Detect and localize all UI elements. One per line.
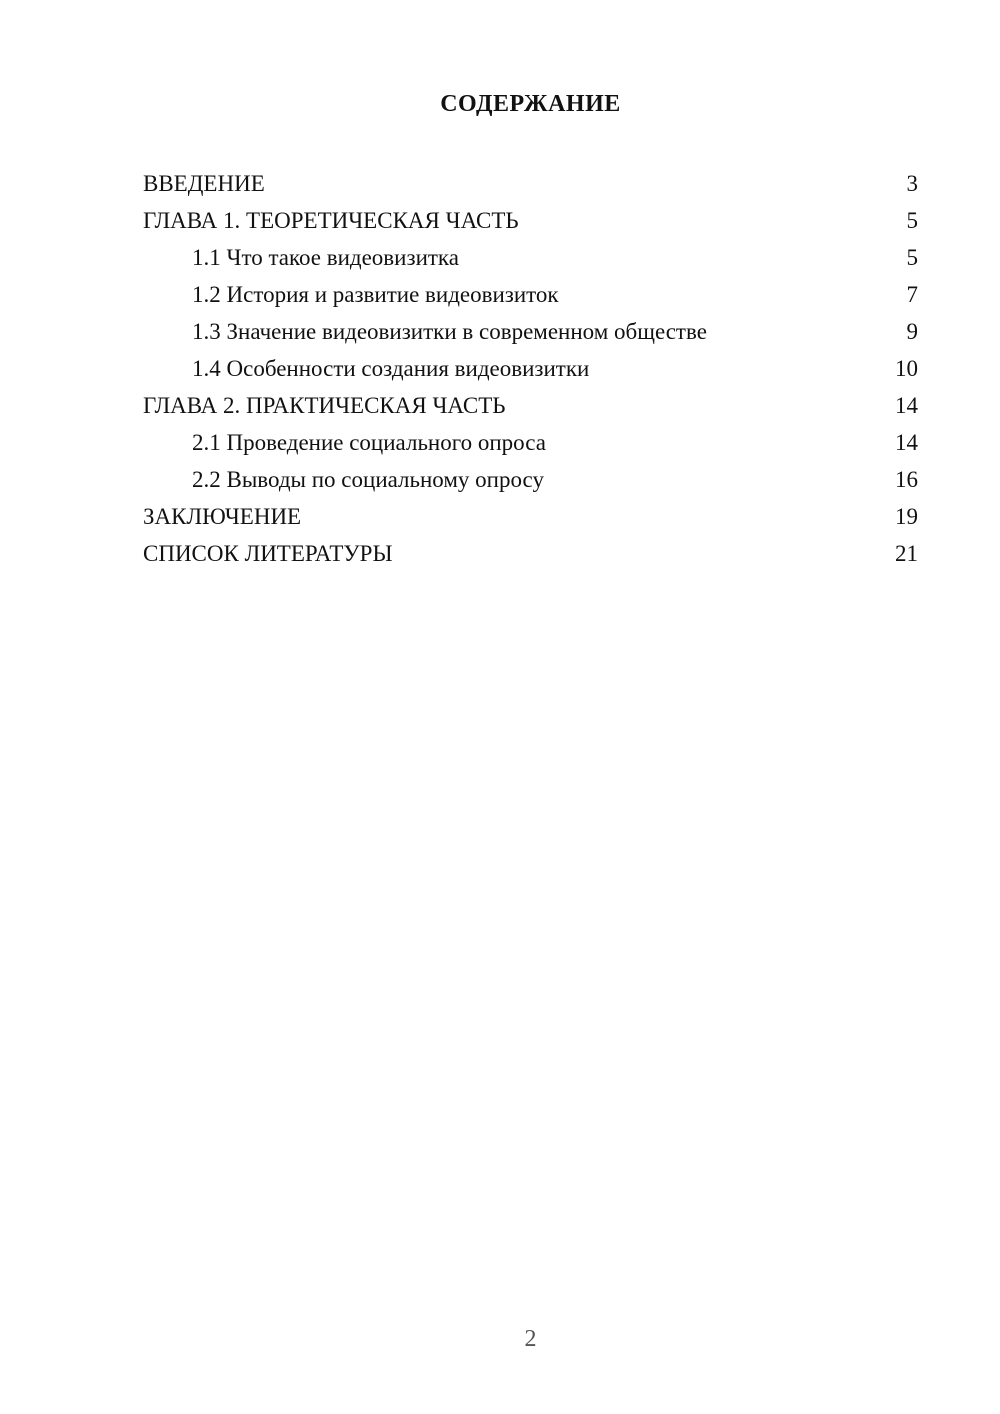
toc-entry-page: 7 bbox=[906, 282, 918, 307]
toc-entry-label: ЗАКЛЮЧЕНИЕ bbox=[143, 504, 302, 529]
toc-entry-label: 1.1 Что такое видеовизитка bbox=[192, 245, 459, 270]
toc-entry-page: 9 bbox=[906, 319, 918, 344]
toc-row bbox=[143, 535, 918, 572]
toc-entry-page: 5 bbox=[906, 245, 918, 270]
toc-entry-page: 10 bbox=[895, 356, 918, 381]
toc-row bbox=[143, 350, 918, 387]
toc-entry-page: 14 bbox=[895, 393, 918, 418]
toc-entry-label: 2.2 Выводы по социальному опросу bbox=[192, 467, 544, 492]
toc-entry-label: ГЛАВА 2. ПРАКТИЧЕСКАЯ ЧАСТЬ bbox=[143, 393, 506, 418]
toc-entry-label: ВВЕДЕНИЕ bbox=[143, 171, 265, 196]
toc-entry-page: 14 bbox=[895, 430, 918, 455]
footer-page-number: 2 bbox=[524, 1326, 537, 1352]
toc-row bbox=[143, 276, 918, 313]
page-title: СОДЕРЖАНИЕ bbox=[440, 91, 621, 117]
toc-entry-page: 21 bbox=[895, 541, 918, 566]
toc-entry-page: 5 bbox=[906, 208, 918, 233]
toc-row bbox=[143, 498, 918, 535]
toc-entry-label: ГЛАВА 1. ТЕОРЕТИЧЕСКАЯ ЧАСТЬ bbox=[143, 208, 519, 233]
toc-entry-label: 1.2 История и развитие видеовизиток bbox=[192, 282, 559, 307]
toc-entry-page: 16 bbox=[895, 467, 918, 492]
toc-entry-page: 19 bbox=[895, 504, 918, 529]
toc-list bbox=[143, 165, 918, 572]
toc-entry-label: 1.4 Особенности создания видеовизитки bbox=[192, 356, 590, 381]
toc-row bbox=[143, 461, 918, 498]
toc-entry-label: 2.1 Проведение социального опроса bbox=[192, 430, 546, 455]
toc-row bbox=[143, 202, 918, 239]
toc-entry-label: 1.3 Значение видеовизитки в современном обществе bbox=[192, 319, 707, 344]
toc-row bbox=[143, 239, 918, 276]
toc-row bbox=[143, 313, 918, 350]
toc-row bbox=[143, 165, 918, 202]
toc-entry-label: СПИСОК ЛИТЕРАТУРЫ bbox=[143, 541, 393, 566]
toc-entry-page: 3 bbox=[906, 171, 918, 196]
toc-row bbox=[143, 424, 918, 461]
toc-row bbox=[143, 387, 918, 424]
